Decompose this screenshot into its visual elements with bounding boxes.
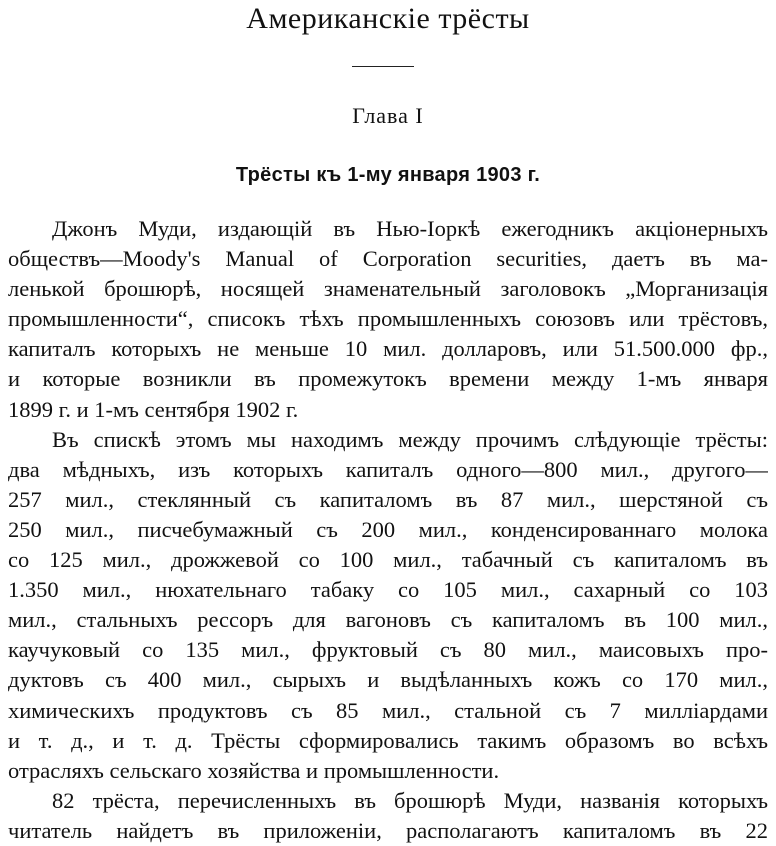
text-line: и которые возникли въ промежутокъ времени между 1-мъ января xyxy=(8,366,768,392)
chapter-heading: Глава I xyxy=(352,103,424,128)
text-line: промышленности“, списокъ тѣхъ промышленныхъ союзовъ или трёстовъ, xyxy=(8,306,768,332)
text-line: 1899 г. и 1-мъ сентября 1902 г. xyxy=(8,396,299,422)
text-line: 1.350 мил., нюхательнаго табаку со 105 мил., сахарный со 103 xyxy=(8,577,768,603)
text-line: химическихъ продуктовъ съ 85 мил., стальной съ 7 милліардами xyxy=(8,697,768,723)
text-line: Въ спискѣ этомъ мы находимъ между прочимъ слѣдующіе трёсты: xyxy=(52,426,768,452)
text-line: дуктовъ съ 400 мил., сырыхъ и выдѣланныхъ кожъ со 170 мил., xyxy=(8,667,768,693)
text-line: обществъ—Moody's Manual of Corporation securities, даетъ въ ма- xyxy=(8,246,768,272)
body-text xyxy=(8,214,768,846)
text-line: со 125 мил., дрожжевой со 100 мил., табачный съ капиталомъ въ xyxy=(8,547,768,573)
text-line: отрасляхъ сельскаго хозяйства и промышленности. xyxy=(8,757,500,783)
chapter-subtitle: Трёсты къ 1-му января 1903 г. xyxy=(235,164,541,186)
text-line: каучуковый со 135 мил., фруктовый съ 80 мил., маисовыхъ про- xyxy=(8,637,768,663)
text-line: капиталъ которыхъ не меньше 10 мил. долларовъ, или 51.500.000 фр., xyxy=(8,336,768,362)
text-line: и т. д., и т. д. Трёсты сформировались такимъ образомъ во всѣхъ xyxy=(8,727,768,753)
text-line: ленькой брошюрѣ, носящей знаменательный заголовокъ „Морганизація xyxy=(8,276,768,302)
text-line: 257 мил., стеклянный съ капиталомъ въ 87 мил., шерстяной съ xyxy=(8,486,768,512)
text-line: Джонъ Муди, издающій въ Нью-Іоркѣ ежегодникъ акціонерныхъ xyxy=(52,216,768,241)
book-title: Американскіе трёсты xyxy=(246,2,530,35)
text-line: 250 мил., писчебумажный съ 200 мил., конденсированнаго молока xyxy=(8,516,768,542)
text-line: два мѣдныхъ, изъ которыхъ капиталъ одного—800 мил., другого— xyxy=(8,456,768,482)
text-line: читатель найдетъ въ приложеніи, располагаютъ капиталомъ въ 22 xyxy=(8,817,768,843)
text-line: 82 трёста, перечисленныхъ въ брошюрѣ Муди, названія которыхъ xyxy=(52,787,768,813)
title-divider xyxy=(352,66,414,67)
text-line: мил., стальныхъ рессоръ для вагоновъ съ капиталомъ въ 100 мил., xyxy=(8,607,768,633)
